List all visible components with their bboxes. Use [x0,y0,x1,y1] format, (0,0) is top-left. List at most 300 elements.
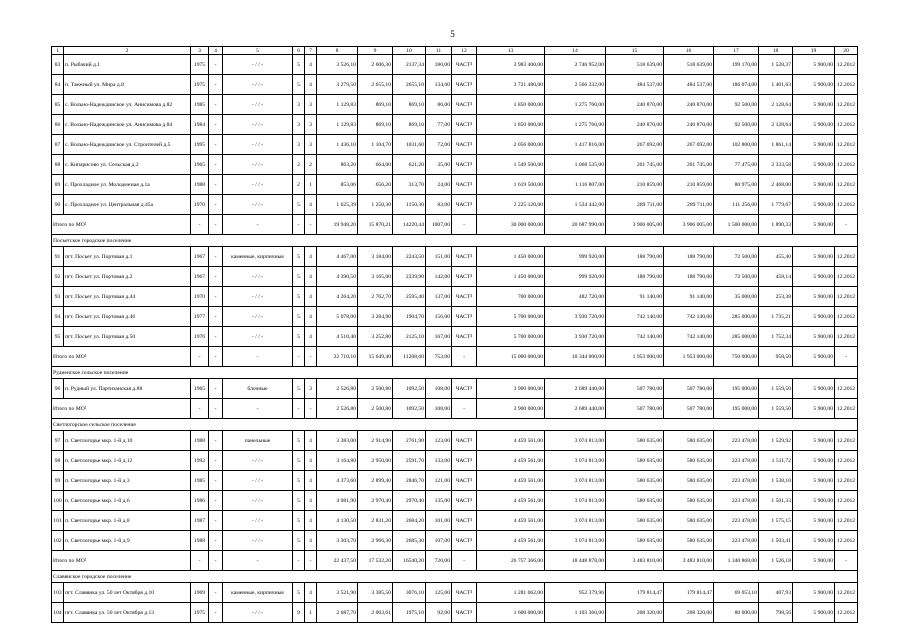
table-row [52,155,858,175]
table-cell: 186 074,00 [714,75,759,95]
table-cell: 123,00 [426,431,452,451]
table-cell: 5 [293,55,305,75]
table-cell: 24,00 [426,175,452,195]
table-cell: 580 635,00 [606,491,664,511]
table-cell: ЧАСТ$^4$ [452,511,477,531]
table-cell: 12.2012 [835,135,858,155]
total-cell: 3 906 005,00 [664,215,714,235]
table-cell: 95 [52,327,64,347]
table-cell: 5 [293,195,305,215]
table-cell: 869,10 [358,115,393,135]
table-cell: - [209,327,223,347]
table-cell: 742 140,00 [664,307,714,327]
table-cell: 1 450 000,00 [477,247,545,267]
address-cell: п. Светлогорье мкр. 1-й д.8 [64,511,191,531]
table-cell: 1 275 760,00 [545,95,606,115]
table-cell: 83,00 [426,195,452,215]
table-cell: 1 104,70 [358,135,393,155]
total-label: Итого по $МО^1$ [52,551,191,571]
section-row [52,367,858,379]
table-cell: 77,00 [426,115,452,135]
total-cell: - [223,551,293,571]
table-cell: 2 [305,155,317,175]
column-number: 15 [606,47,664,55]
table-row [52,327,858,347]
table-row [52,247,858,267]
table-cell: 1985 [191,471,209,491]
total-cell: 10 344 000,00 [545,347,606,367]
table-cell: 1904,70 [393,307,426,327]
table-cell: 2685,30 [393,531,426,551]
table-cell: 2 468,00 [759,175,793,195]
table-cell: 5 [293,75,305,95]
table-cell: 580 635,00 [606,451,664,471]
column-number: 10 [393,47,426,55]
table-cell: 289 711,00 [606,195,664,215]
table-cell: 5 900,00 [793,195,835,215]
table-cell: 2 003,61 [358,603,393,623]
total-cell: 20 687 990,00 [545,215,606,235]
table-cell: 5 [293,511,305,531]
table-cell: 1 116 807,00 [545,175,606,195]
table-cell: 3 383,00 [317,431,358,451]
table-cell: 952 379,96 [545,583,606,603]
table-cell: 2 128,64 [759,115,793,135]
total-cell: 720,00 [426,551,452,571]
table-cell: 580 635,00 [606,511,664,531]
table-cell: 2 950,00 [358,451,393,471]
column-number: 13 [477,47,545,55]
table-cell: 580 635,00 [664,531,714,551]
table-cell: 1 068 535,00 [545,155,606,175]
table-cell: 179 814,47 [664,583,714,603]
table-cell: 1965 [191,379,209,399]
table-cell: 2 899,40 [358,471,393,491]
address-cell: с. Вольно-Надеждинское ул. Анисимова д.84 [64,115,191,135]
table-cell: 2 128,64 [759,95,793,115]
table-cell: 4 [305,451,317,471]
table-cell: 1 850 000,00 [477,95,545,115]
total-cell: 3 906 005,00 [606,215,664,235]
table-cell: 3 [293,135,305,155]
table-cell: 5 900,00 [793,379,835,399]
table-cell: панельные [223,431,293,451]
total-cell: - [305,347,317,367]
table-cell: 12.2012 [835,307,858,327]
address-cell: п. Светлогорье мкр. 1-й д.10 [64,431,191,451]
total-cell: 30 000 000,00 [477,215,545,235]
table-cell: 5 900,00 [793,511,835,531]
table-cell: 580 635,00 [664,511,714,531]
table-cell: 35,00 [426,155,452,175]
total-cell: 1 500 000,00 [714,215,759,235]
table-cell: 12.2012 [835,431,858,451]
table-cell: 507 780,00 [664,379,714,399]
table-cell: 125,00 [426,583,452,603]
table-cell: 1 619 500,00 [477,175,545,195]
table-cell: 482 720,00 [545,287,606,307]
table-cell: 5 [293,431,305,451]
table-cell: 201 745,00 [606,155,664,175]
total-cell: 1 890,33 [759,215,793,235]
table-cell: 1988 [191,431,209,451]
table-cell: 4 459 561,00 [477,511,545,531]
table-cell: 84 [52,75,64,95]
address-cell: с. Вольно-Надеждинское ул. Анисимова д.82 [64,95,191,115]
table-cell: ЧАСТ$^4$ [452,267,477,287]
table-cell: 12.2012 [835,327,858,347]
table-cell: 5 900,00 [793,75,835,95]
table-cell: 100 [52,491,64,511]
table-cell: 12.2012 [835,531,858,551]
address-cell: п. Рыбачий д.1 [64,55,191,75]
table-cell: 5 900,00 [793,287,835,307]
table-cell: 1 575,15 [759,511,793,531]
table-cell: 72 500,00 [714,267,759,287]
table-cell: 4 467,00 [317,247,358,267]
total-cell: - [305,215,317,235]
table-cell: 1 600 000,00 [477,603,545,623]
table-cell: - [209,195,223,215]
table-cell: - [209,135,223,155]
section-title: Посьетское городское поселение [52,235,858,247]
table-cell: - / / - [223,471,293,491]
table-cell: 3 [305,95,317,115]
table-cell: - [209,175,223,195]
total-label: Итого по $МО^1$ [52,215,191,235]
table-cell: 91 [52,247,64,267]
table-cell: 188 790,00 [606,267,664,287]
total-cell: - [191,399,209,419]
table-cell: 1984 [191,115,209,135]
table-cell: 1092,50 [393,379,426,399]
total-cell: 507 780,00 [664,399,714,419]
table-cell: 12.2012 [835,75,858,95]
total-cell: - [452,551,477,571]
section-title: Рудненское сельское поселение [52,367,858,379]
table-cell: 1 275 760,00 [545,115,606,135]
table-cell: 72 500,00 [714,247,759,267]
total-cell: 17 532,20 [358,551,393,571]
table-cell: 5 [293,583,305,603]
table-cell: 167,00 [426,327,452,347]
table-cell: ЧАСТ$^4$ [452,247,477,267]
total-cell: - [209,399,223,419]
total-cell: - [209,551,223,571]
table-cell: 1970 [191,287,209,307]
table-cell: - / / - [223,531,293,551]
address-cell: п. Светлогорье мкр. 1-й д.9 [64,531,191,551]
total-cell: 1 953 000,00 [664,347,714,367]
table-cell: 3 074 813,00 [545,451,606,471]
table-cell: 92 500,00 [714,95,759,115]
table-cell: 3 279,50 [317,75,358,95]
housing-repair-table [51,46,858,623]
table-cell: блочные [223,379,293,399]
total-cell: 14220,44 [393,215,426,235]
table-cell: 1 103 360,00 [545,603,606,623]
table-cell: 4 [305,287,317,307]
table-cell: 83 [52,55,64,75]
column-number: 8 [317,47,358,55]
table-cell: 2243,50 [393,247,426,267]
table-cell: 223 478,00 [714,471,759,491]
table-cell: 1985 [191,95,209,115]
total-cell: 1007,00 [426,215,452,235]
column-number: 18 [759,47,793,55]
table-cell: 3 074 813,00 [545,431,606,451]
table-cell: 3 074 813,00 [545,471,606,491]
table-cell: 4 390,50 [317,267,358,287]
total-cell: - [293,215,305,235]
address-cell: пгт. Славянка ул. 50 лет Октября д.13 [64,603,191,623]
table-row [52,75,858,95]
table-row [52,451,858,471]
table-cell: 5 078,00 [317,307,358,327]
address-cell: с. Кипарисово ул. Сельская д.2 [64,155,191,175]
table-cell: 1 625,39 [317,195,358,215]
table-cell: 85 [52,95,64,115]
total-cell: 3 900 000,00 [477,399,545,419]
table-cell: 2 655,10 [358,75,393,95]
table-cell: 1969 [191,583,209,603]
table-row [52,603,858,623]
table-cell: 87 [52,135,64,155]
table-cell: 223 478,00 [714,511,759,531]
total-cell: 753,00 [426,347,452,367]
table-cell: 103 [52,583,64,603]
table-cell: ЧАСТ$^4$ [452,75,477,95]
table-cell: 2761,90 [393,431,426,451]
table-cell: 12.2012 [835,267,858,287]
table-cell: 12.2012 [835,511,858,531]
table-cell: 2970,40 [393,491,426,511]
table-cell: 111 256,00 [714,195,759,215]
table-cell: 1 281 062,00 [477,583,545,603]
address-cell: с. Прохладное ул. Молодежная д.1а [64,175,191,195]
table-cell: - [209,267,223,287]
table-cell: 2 225 120,00 [477,195,545,215]
column-number: 7 [305,47,317,55]
table-cell: - [209,603,223,623]
table-cell: 94 [52,307,64,327]
table-cell: 3 930 720,00 [545,307,606,327]
column-number: 11 [426,47,452,55]
column-number: 12 [452,47,477,55]
address-cell: пгт. Посьет ул. Портовая д.50 [64,327,191,347]
address-cell: п. Светлогорье мкр. 1-й д.6 [64,491,191,511]
total-cell: 22 710,10 [317,347,358,367]
table-cell: 285 000,00 [714,307,759,327]
total-cell: - [223,215,293,235]
table-cell: 700 000,00 [477,287,545,307]
total-cell: - [452,215,477,235]
table-cell: 4 459 561,00 [477,491,545,511]
table-cell: 3 252,80 [358,327,393,347]
table-cell: 1 528,37 [759,55,793,75]
table-cell: 1 417 816,00 [545,135,606,155]
column-number: 20 [835,47,858,55]
table-cell: ЧАСТ$^4$ [452,95,477,115]
table-cell: 664,00 [358,155,393,175]
total-cell: - [293,551,305,571]
total-cell: - [209,347,223,367]
table-cell: 507 780,00 [606,379,664,399]
page-number: 5 [450,29,455,39]
table-cell: 5 [293,287,305,307]
table-cell: 1987 [191,511,209,531]
table-row [52,511,858,531]
table-cell: 484 537,00 [606,75,664,95]
table-cell: 999 920,00 [545,247,606,267]
table-cell: 580 635,00 [606,471,664,491]
table-cell: 1992 [191,451,209,471]
total-label: Итого по $МО^1$ [52,399,191,419]
table-cell: - [209,431,223,451]
table-cell: 1 450 000,00 [477,267,545,287]
table-cell: - [209,115,223,135]
table-cell: 267 692,00 [664,135,714,155]
table-cell: 5 900,00 [793,247,835,267]
table-cell: 5 900,00 [793,603,835,623]
table-cell: - [209,247,223,267]
table-cell: 1150,30 [393,195,426,215]
table-cell: 3 074 813,00 [545,511,606,531]
table-cell: 5 700 000,00 [477,327,545,347]
table-cell: 188 790,00 [606,247,664,267]
table-cell: 108,00 [426,379,452,399]
table-cell: 4 459 561,00 [477,531,545,551]
table-cell: 1 501,33 [759,491,793,511]
table-cell: 199 170,00 [714,55,759,75]
table-cell: 1 250,30 [358,195,393,215]
table-cell: 121,00 [426,471,452,491]
total-cell: - [223,399,293,419]
table-cell: 1 752,34 [759,327,793,347]
table-cell: 1986 [191,491,209,511]
table-cell: - [209,451,223,471]
table-cell: 135,00 [426,491,452,511]
table-cell: 137,00 [426,287,452,307]
table-cell: 133,00 [426,451,452,471]
table-row [52,195,858,215]
table-cell: - / / - [223,115,293,135]
table-cell: 1 735,21 [759,307,793,327]
table-cell: 4 373,60 [317,471,358,491]
section-row [52,235,858,247]
table-cell: ЧАСТ$^4$ [452,135,477,155]
table-cell: 1976 [191,327,209,347]
table-cell: 77 475,00 [714,155,759,175]
table-cell: 2655,10 [393,75,426,95]
section-row [52,571,858,583]
table-cell: 201 745,00 [664,155,714,175]
table-cell: - / / - [223,287,293,307]
table-cell: 5 [293,267,305,287]
total-row [52,551,858,571]
total-cell: 1 953 000,00 [606,347,664,367]
table-cell: 2 333,58 [759,155,793,175]
table-cell: 4 [305,195,317,215]
table-cell: 72,00 [426,135,452,155]
table-cell: 4 081,90 [317,491,358,511]
table-cell: ЧАСТ$^4$ [452,583,477,603]
total-cell: - [452,347,477,367]
table-cell: 86 [52,115,64,135]
table-cell: ЧАСТ$^4$ [452,471,477,491]
table-cell: 3 [293,95,305,115]
table-cell: 4 [305,431,317,451]
table-cell: 1975 [191,55,209,75]
table-cell: 240 870,00 [664,95,714,115]
table-cell: 223 478,00 [714,531,759,551]
table-cell: 3 [305,115,317,135]
address-cell: пгт. Славянка ул. 50 лет Октября д.10 [64,583,191,603]
table-cell: 4 [305,55,317,75]
table-cell: 5 900,00 [793,115,835,135]
address-cell: с. Вольно-Надеждинское ул. Строителей д.5 [64,135,191,155]
table-cell: - / / - [223,155,293,175]
table-cell: 101 [52,511,64,531]
table-cell: 92 500,00 [714,115,759,135]
table-cell: ЧАСТ$^4$ [452,379,477,399]
total-cell: 1 526,18 [759,551,793,571]
total-cell: 15 870,21 [358,215,393,235]
total-cell: - [191,551,209,571]
table-cell: 2 [293,175,305,195]
table-cell: - [209,471,223,491]
column-number: 2 [64,47,191,55]
table-cell: 580 635,00 [664,471,714,491]
table-cell: 1975,10 [393,603,426,623]
section-title: Светлогорское сельское поселение [52,419,858,431]
table-cell: 5 [293,247,305,267]
table-cell: 12.2012 [835,491,858,511]
table-cell: 89 [52,175,64,195]
total-cell: 108,00 [426,399,452,419]
table-cell: 1 779,67 [759,195,793,215]
table-cell: 313,70 [393,175,426,195]
table-cell: 869,10 [393,115,426,135]
table-cell: ЧАСТ$^4$ [452,287,477,307]
table-cell: 96 [52,379,64,399]
table-cell: 99 [52,471,64,491]
table-cell: 798,56 [759,603,793,623]
table-cell: каменные, кирпичные [223,583,293,603]
table-cell: 3 526,10 [317,55,358,75]
table-cell: - / / - [223,195,293,215]
total-cell: - [191,215,209,235]
table-row [52,135,858,155]
table-cell: - / / - [223,135,293,155]
table-cell: 1 534 442,00 [545,195,606,215]
table-cell: - / / - [223,491,293,511]
table-cell: 208 320,00 [606,603,664,623]
table-cell: ЧАСТ$^4$ [452,307,477,327]
table-cell: 12.2012 [835,195,858,215]
table-row [52,267,858,287]
table-cell: 742 140,00 [606,307,664,327]
total-cell: 750 000,00 [714,347,759,367]
table-cell: 2 762,70 [358,287,393,307]
total-cell: - [293,347,305,367]
table-cell: 869,10 [358,95,393,115]
table-cell: 253,38 [759,287,793,307]
total-cell: 507 780,00 [606,399,664,419]
table-cell: 3 [293,115,305,135]
table-cell: 5 900,00 [793,451,835,471]
table-cell: - / / - [223,307,293,327]
